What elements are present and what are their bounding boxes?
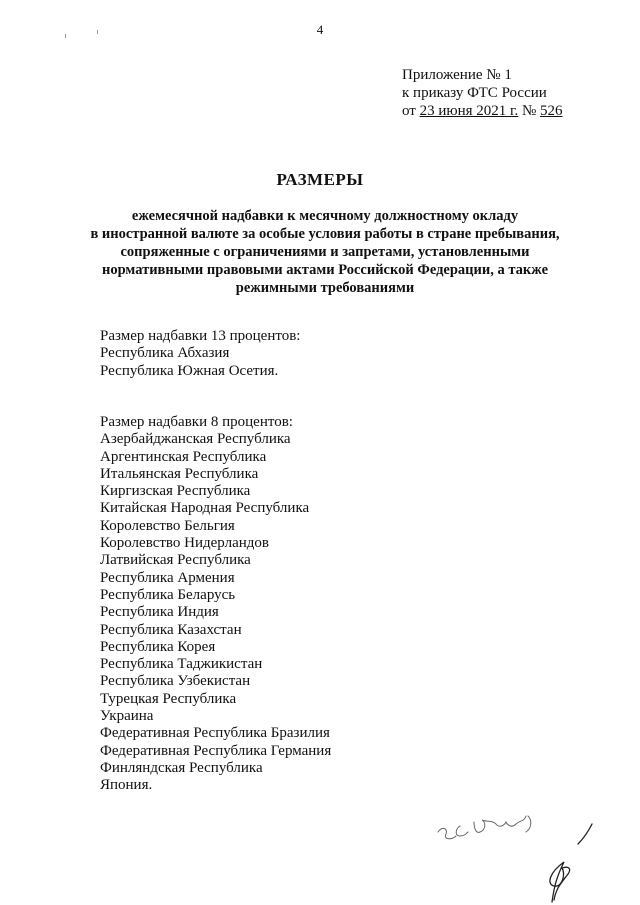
country-item: Республика Казахстан: [100, 621, 242, 638]
subtitle-line: в иностранной валюте за особые условия работы в стране пребывания,: [90, 226, 560, 242]
page-number: 4: [316, 22, 324, 37]
country-item: Республика Таджикистан: [100, 656, 263, 673]
signature-mark-stroke: [550, 824, 592, 902]
country-item: Аргентинская Республика: [100, 448, 267, 465]
subtitle-line: нормативными правовыми актами Российской Федерации, а также: [101, 262, 549, 278]
country-item: Республика Беларусь: [100, 586, 236, 603]
appendix-date-line: [402, 102, 563, 120]
country-item: Республика Узбекистан: [100, 673, 251, 690]
subtitle-line: режимными требованиями: [235, 280, 415, 296]
country-item: Япония.: [100, 777, 153, 794]
country-item: Азербайджанская Республика: [100, 431, 291, 448]
section-8-percent: [100, 414, 331, 795]
document-title: РАЗМЕРЫ: [276, 170, 364, 189]
country-item: Федеративная Республика Бразилия: [100, 725, 330, 742]
appendix-title: Приложение № 1: [402, 67, 512, 83]
appendix-number: 526: [540, 103, 563, 119]
country-item: Киргизская Республика: [100, 483, 251, 500]
appendix-date: 23 июня 2021 г.: [419, 103, 519, 119]
country-item: Королевство Нидерландов: [100, 535, 269, 552]
country-item: Итальянская Республика: [100, 465, 259, 482]
country-item: Королевство Бельгия: [100, 517, 235, 534]
country-item: Финляндская Республика: [100, 759, 263, 776]
country-item: Федеративная Республика Германия: [100, 742, 332, 759]
section-13-percent: [100, 328, 300, 380]
signature-name-stroke: [438, 816, 531, 839]
handwritten-signature: [430, 808, 630, 905]
section-heading: Размер надбавки 8 процентов:: [100, 414, 293, 430]
subtitle-line: сопряженные с ограничениями и запретами, установленными: [120, 244, 530, 260]
subtitle-line: ежемесячной надбавки к месячному должностному окладу: [131, 208, 519, 224]
appendix-number-prefix: №: [518, 103, 541, 119]
appendix-block: [402, 66, 563, 120]
country-item: Китайская Народная Республика: [100, 500, 310, 517]
country-item: Республика Южная Осетия.: [100, 362, 279, 379]
country-item: Турецкая Республика: [100, 690, 237, 707]
country-item: Республика Индия: [100, 604, 219, 621]
country-item: Республика Абхазия: [100, 345, 230, 362]
country-item: Латвийская Республика: [100, 552, 251, 569]
document-subtitle: [78, 207, 572, 297]
country-item: Республика Корея: [100, 638, 216, 655]
country-item: Республика Армения: [100, 569, 235, 586]
country-item: Украина: [100, 708, 154, 725]
appendix-order: к приказу ФТС России: [402, 85, 547, 101]
appendix-date-prefix: от: [402, 103, 420, 119]
section-heading: Размер надбавки 13 процентов:: [100, 328, 301, 344]
